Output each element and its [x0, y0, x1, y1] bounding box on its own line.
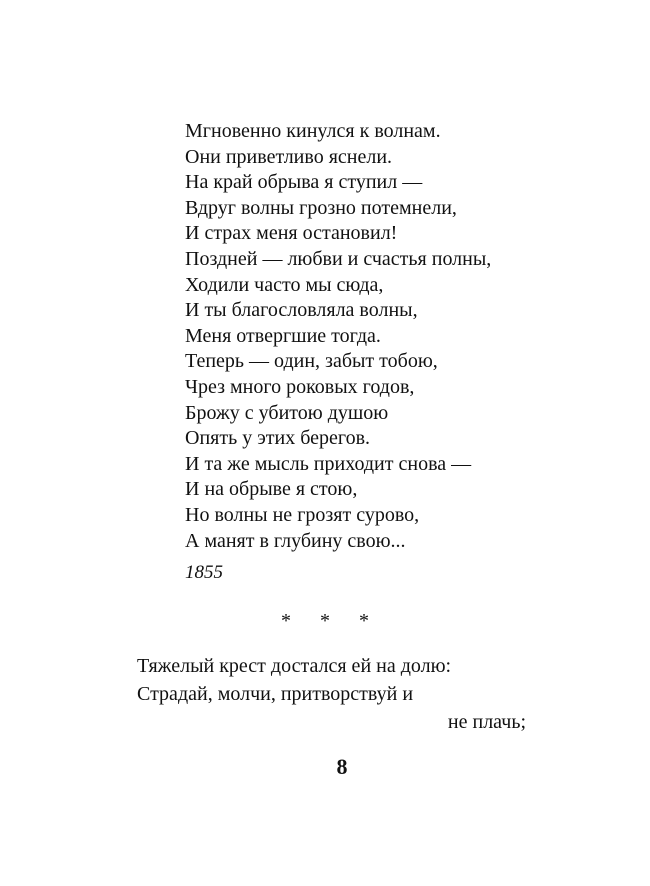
poem-line: А манят в глубину свою... [185, 529, 406, 552]
poem-line: Страдай, молчи, притворствуй и [137, 683, 414, 705]
poem-line: Чрез много роковых годов, [185, 375, 415, 398]
poem-line: И на обрыве я стою, [185, 478, 358, 501]
poem-line: Поздней — любви и счастья полны, [185, 247, 492, 270]
poem-line: И ты благословляла волны, [185, 299, 418, 322]
poem-line: Вдруг волны грозно потемнели, [185, 196, 457, 219]
poem-line: Но волны не грозят сурово, [185, 503, 420, 526]
poem-stanza-next [137, 652, 451, 708]
poem-stanza [185, 119, 491, 554]
poem-line: Ходили часто мы сюда, [185, 273, 384, 296]
poem-line-continuation: не плачь; [447, 711, 526, 733]
poem-line: Брожу с убитою душою [185, 401, 389, 424]
poem-line: Опять у этих берегов. [185, 427, 371, 450]
poem-line: Теперь — один, забыт тобою, [185, 350, 438, 373]
poem-year: 1855 [185, 562, 223, 583]
poem-line: Тяжелый крест достался ей на долю: [137, 655, 452, 677]
page-number: 8 [336, 754, 348, 779]
poem-line: Мгновенно кинулся к волнам. [185, 120, 441, 142]
poem-line: И та же мысль приходит снова — [185, 452, 472, 475]
poem-line: И страх меня остановил! [185, 222, 398, 245]
section-separator: * * * [281, 610, 381, 632]
poem-line: Меня отвергшие тогда. [185, 324, 381, 347]
poem-line: На край обрыва я ступил — [185, 171, 423, 194]
poem-line: Они приветливо яснели. [185, 145, 393, 168]
